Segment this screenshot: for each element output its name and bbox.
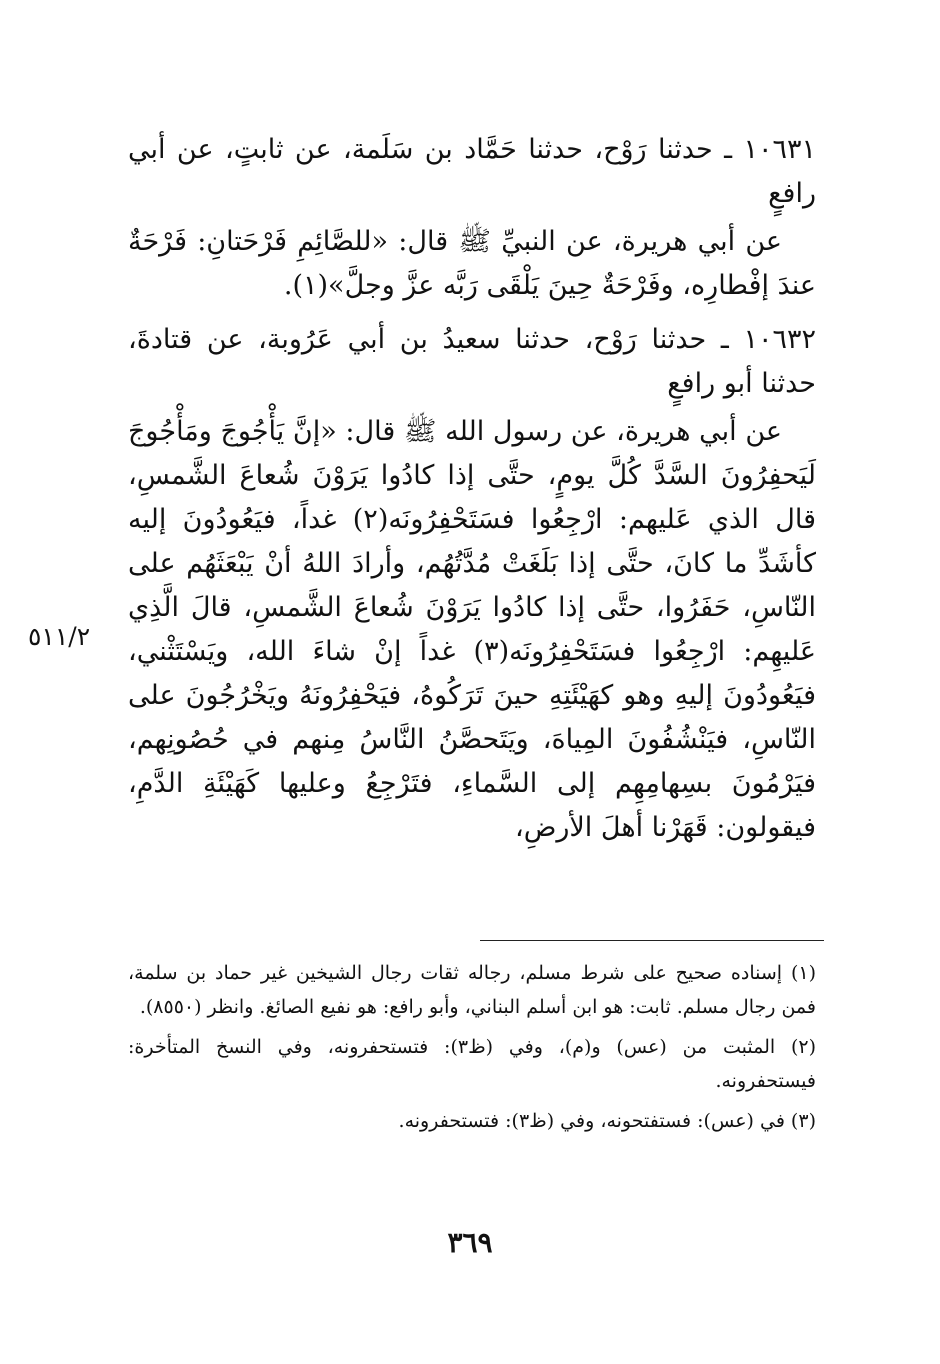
margin-reference: ٥١١/٢: [28, 622, 91, 651]
page-number: ٣٦٩: [447, 1226, 493, 1259]
main-text: [128, 128, 816, 850]
footnote-1: (١) إسناده صحيح على شرط مسلم، رجاله ثقات رجال الشيخين غير حماد بن سلمة، فمن رجال مسلم. ثابت: هو ابن أسلم البناني، وأبو رافع: هو نفيع الصائغ. وانظر (٨٥٥٠).: [128, 962, 816, 1018]
hadith-10632-isnad: ١٠٦٣٢ ـ حدثنا رَوْح، حدثنا سعيدُ بن أبي عَرُوبة، عن قتادةَ، حدثنا أبو رافعٍ: [128, 324, 816, 399]
footnote-separator: [480, 940, 824, 941]
hadith-10631-isnad: ١٠٦٣١ ـ حدثنا رَوْح، حدثنا حَمَّاد بن سَلَمة، عن ثابتٍ، عن أبي رافعٍ: [128, 134, 816, 209]
hadith-10631-matn: عن أبي هريرة، عن النبيِّ ﷺ قال: «للصَّائِمِ فَرْحَتانِ: فَرْحَةٌ عندَ إفْطارِه، وفَرْحَةٌ حِينَ يَلْقَى رَبَّه عزَّ وجلَّ»(١).: [128, 226, 816, 301]
hadith-10632-matn: عن أبي هريرة، عن رسول الله ﷺ قال: «إنَّ يَأْجُوجَ ومَأْجُوجَ لَيَحفِرُونَ السَّدَّ كُلَّ يومٍ، حتَّى إذا كادُوا يَرَوْنَ شُعاعَ الشَّمسِ، قال الذي عَليهم: ارْجِعُوا فسَتَحْفِرُونَه(٢) غداً، فيَعُودُونَ إليه كأشَدِّ ما كانَ، حتَّى إذا بَلَغَتْ مُدَّتُهُم، وأرادَ اللهُ أنْ يَبْعَثَهُم على النّاسِ، حَفَرُوا، حتَّى إذا كادُوا يَرَوْنَ شُعاعَ الشَّمسِ، قالَ الَّذِي عَليهِم: ارْجِعُوا فسَتَحْفِرُونَه(٣) غداً إنْ شاءَ الله، ويَسْتَثْني، فيَعُودُونَ إليهِ وهو كهَيْئَتِهِ حينَ تَرَكُوهُ، فيَحْفِرُونَهُ ويَخْرُجُونَ على النّاسِ، فيَنْشُفُونَ المِياهَ، ويَتَحصَّنُ النَّاسُ مِنهم في حُصُونِهم، فيَرْمُونَ بسِهامِهِم إلى السَّماءِ، فتَرْجِعُ وعليها كَهَيْئَةِ الدَّمِ، فيقولون: قَهَرْنا أهلَ الأرضِ،: [128, 416, 817, 843]
footnote-3: (٣) في (عس): فستفتحونه، وفي (ظ٣): فتستحفرونه.: [398, 1110, 816, 1132]
footnotes: [128, 956, 816, 1144]
footnote-2: (٢) المثبت من (عس) و(م)، وفي (ظ٣): فتستحفرونه، وفي النسخ المتأخرة: فيستحفرونه.: [128, 1036, 816, 1092]
